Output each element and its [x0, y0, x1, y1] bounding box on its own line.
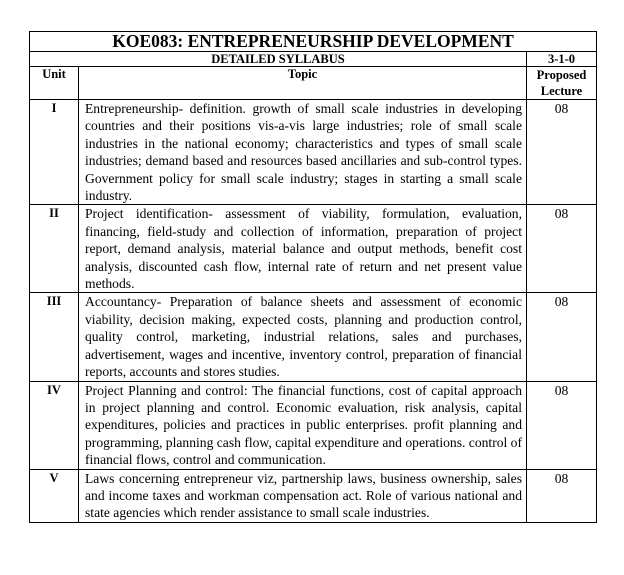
subtitle-row: [30, 52, 597, 67]
unit-number: II: [30, 205, 79, 293]
unit-topic: Project identification- assessment of viability, formulation, evaluation, financing, field-study and collection of information, preparation of project report, demand analysis, material balance and output methods, benefit cost analysis, discounted cash flow, internal rate of return and net present value methods.: [79, 205, 527, 293]
unit-topic: Laws concerning entrepreneur viz, partnership laws, business ownership, sales and income taxes and workman compensation act. Role of various national and state agencies which render assistance to small scale industries.: [79, 469, 527, 522]
unit-topic: Accountancy- Preparation of balance sheets and assessment of economic viability, decision making, expected costs, planning and production control, quality control, marketing, industrial relations, sales and purchases, advertisement, wages and incentive, inventory control, preparation of financial reports, accounts and stores studies.: [79, 293, 527, 381]
header-proposed-lecture: Proposed Lecture: [527, 67, 597, 100]
header-unit: Unit: [30, 67, 79, 100]
lecture-count: 08: [527, 100, 597, 205]
header-topic: Topic: [79, 67, 527, 100]
table-row: [30, 469, 597, 522]
lecture-count: 08: [527, 469, 597, 522]
table-row: [30, 205, 597, 293]
unit-number: V: [30, 469, 79, 522]
unit-topic: Project Planning and control: The financial functions, cost of capital approach in project planning and control. Economic evaluation, risk analysis, capital expenditures, policies and practices in public enterprises. profit planning and programming, planning cash flow, capital expenditure and operations. control of financial flows, control and communication.: [79, 381, 527, 469]
table-row: [30, 100, 597, 205]
lecture-count: 08: [527, 293, 597, 381]
unit-number: IV: [30, 381, 79, 469]
syllabus-table: [29, 31, 597, 523]
syllabus-subtitle: DETAILED SYLLABUS: [30, 52, 527, 67]
table-row: [30, 381, 597, 469]
lecture-count: 08: [527, 381, 597, 469]
title-row: [30, 32, 597, 52]
credits-badge: 3-1-0: [527, 52, 597, 67]
table-row: [30, 293, 597, 381]
unit-number: I: [30, 100, 79, 205]
unit-topic: Entrepreneurship- definition. growth of small scale industries in developing countries and their positions vis-a-vis large industries; role of small scale industries in the national economy; characteristics and types of small scale industries; demand based and resources based ancillaries and sub-control types. Government policy for small scale industry; stages in starting a small scale industry.: [79, 100, 527, 205]
course-title: KOE083: ENTREPRENEURSHIP DEVELOPMENT: [30, 32, 597, 52]
unit-number: III: [30, 293, 79, 381]
lecture-count: 08: [527, 205, 597, 293]
header-row: [30, 67, 597, 100]
